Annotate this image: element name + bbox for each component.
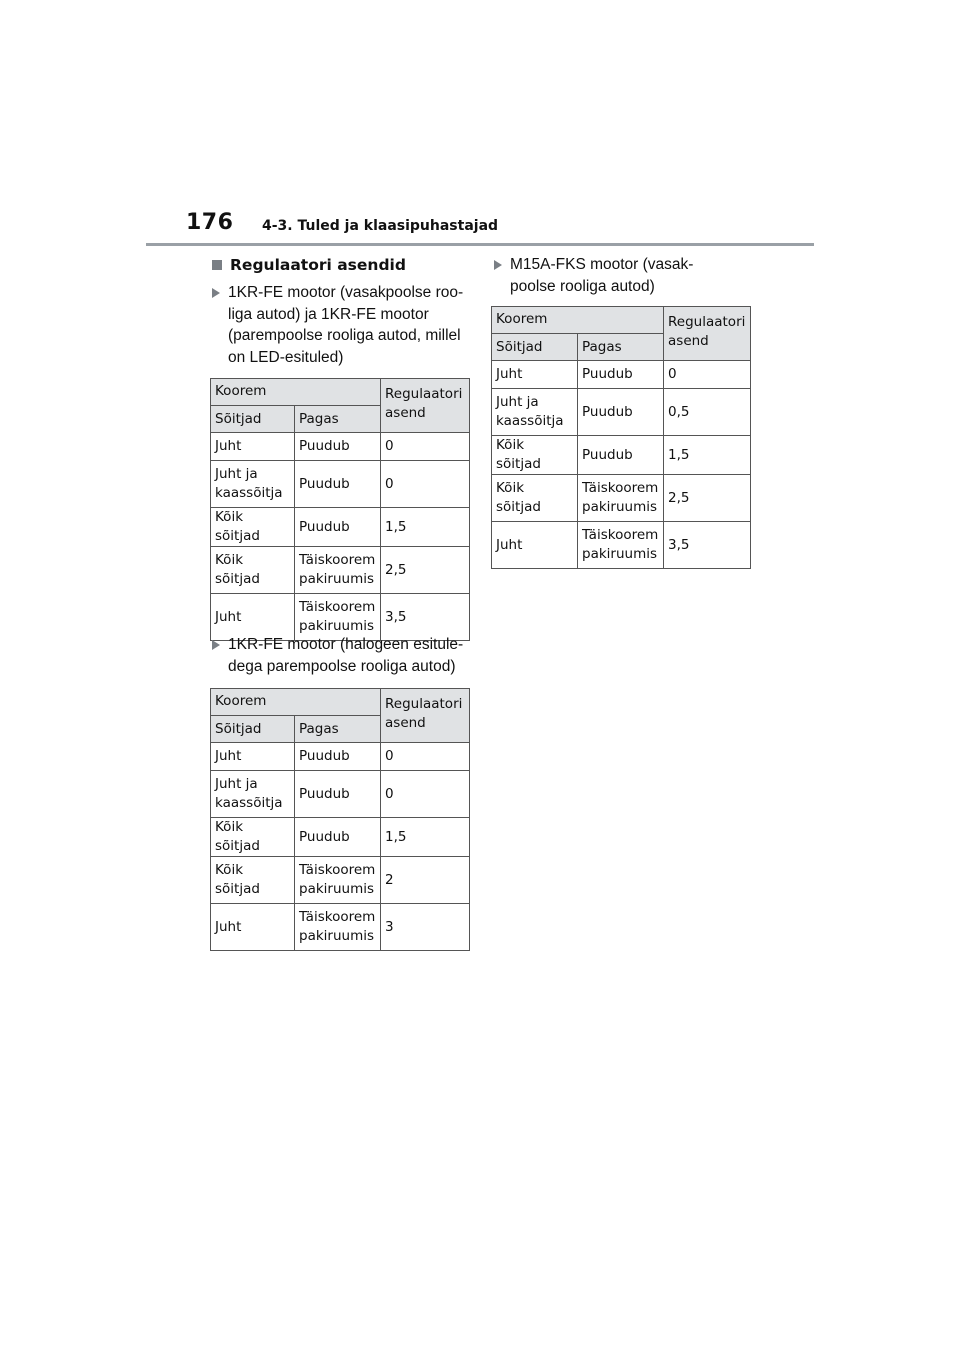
header-occupants: Sõitjad	[492, 334, 578, 361]
square-bullet-icon	[212, 260, 222, 270]
table-row: Kõik sõitjad Täiskoorem pakiruumis 2,5	[211, 547, 470, 594]
bullet-text: 1KR-FE mootor (vasakpoolse roo- liga autod) ja 1KR-FE mootor (parempoolse rooliga autod, millel on LED-esituled)	[228, 284, 464, 366]
header-luggage: Pagas	[295, 716, 381, 743]
regulator-table-1	[210, 378, 470, 641]
bullet-item	[212, 282, 463, 368]
table-row: Juht ja kaassõitja Puudub 0	[211, 461, 470, 508]
table-row: Juht ja kaassõitja Puudub 0,5	[492, 389, 751, 436]
bullet-text: 1KR-FE mootor (halogeen esitule- dega parempoolse rooliga autod)	[228, 636, 464, 675]
header-load: Koorem	[211, 379, 381, 406]
header-regulator: Regulaatori asend	[664, 307, 751, 361]
regulator-table-3	[491, 306, 751, 569]
header-luggage: Pagas	[578, 334, 664, 361]
triangle-bullet-icon	[494, 260, 502, 270]
header-luggage: Pagas	[295, 406, 381, 433]
table-row: Juht Puudub 0	[211, 743, 470, 771]
bullet-item	[494, 254, 693, 297]
header-regulator: Regulaatori asend	[381, 379, 470, 433]
header-occupants: Sõitjad	[211, 716, 295, 743]
chapter-title: 4-3. Tuled ja klaasipuhastajad	[262, 218, 499, 234]
triangle-bullet-icon	[212, 640, 220, 650]
table-row: Juht Puudub 0	[211, 433, 470, 461]
table-row: Kõik sõitjad Puudub 1,5	[492, 436, 751, 475]
triangle-bullet-icon	[212, 288, 220, 298]
section-heading	[212, 256, 406, 274]
bullet-item	[212, 634, 463, 677]
section-heading-text: Regulaatori asendid	[230, 256, 406, 274]
table-row: Kõik sõitjad Puudub 1,5	[211, 818, 470, 857]
header-regulator: Regulaatori asend	[381, 689, 470, 743]
header-load: Koorem	[492, 307, 664, 334]
bullet-text: M15A-FKS mootor (vasak- poolse rooliga autod)	[510, 256, 694, 295]
table-row: Kõik sõitjad Täiskoorem pakiruumis 2,5	[492, 475, 751, 522]
header-occupants: Sõitjad	[211, 406, 295, 433]
table-row: Juht Täiskoorem pakiruumis 3,5	[492, 522, 751, 569]
table-row: Kõik sõitjad Puudub 1,5	[211, 508, 470, 547]
table-row: Juht ja kaassõitja Puudub 0	[211, 771, 470, 818]
header-divider	[146, 243, 814, 246]
table-row: Juht Puudub 0	[492, 361, 751, 389]
table-row: Juht Täiskoorem pakiruumis 3,5	[211, 594, 470, 641]
table-row: Kõik sõitjad Täiskoorem pakiruumis 2	[211, 857, 470, 904]
page-number: 176	[186, 210, 234, 235]
header-load: Koorem	[211, 689, 381, 716]
regulator-table-2	[210, 688, 470, 951]
table-row: Juht Täiskoorem pakiruumis 3	[211, 904, 470, 951]
